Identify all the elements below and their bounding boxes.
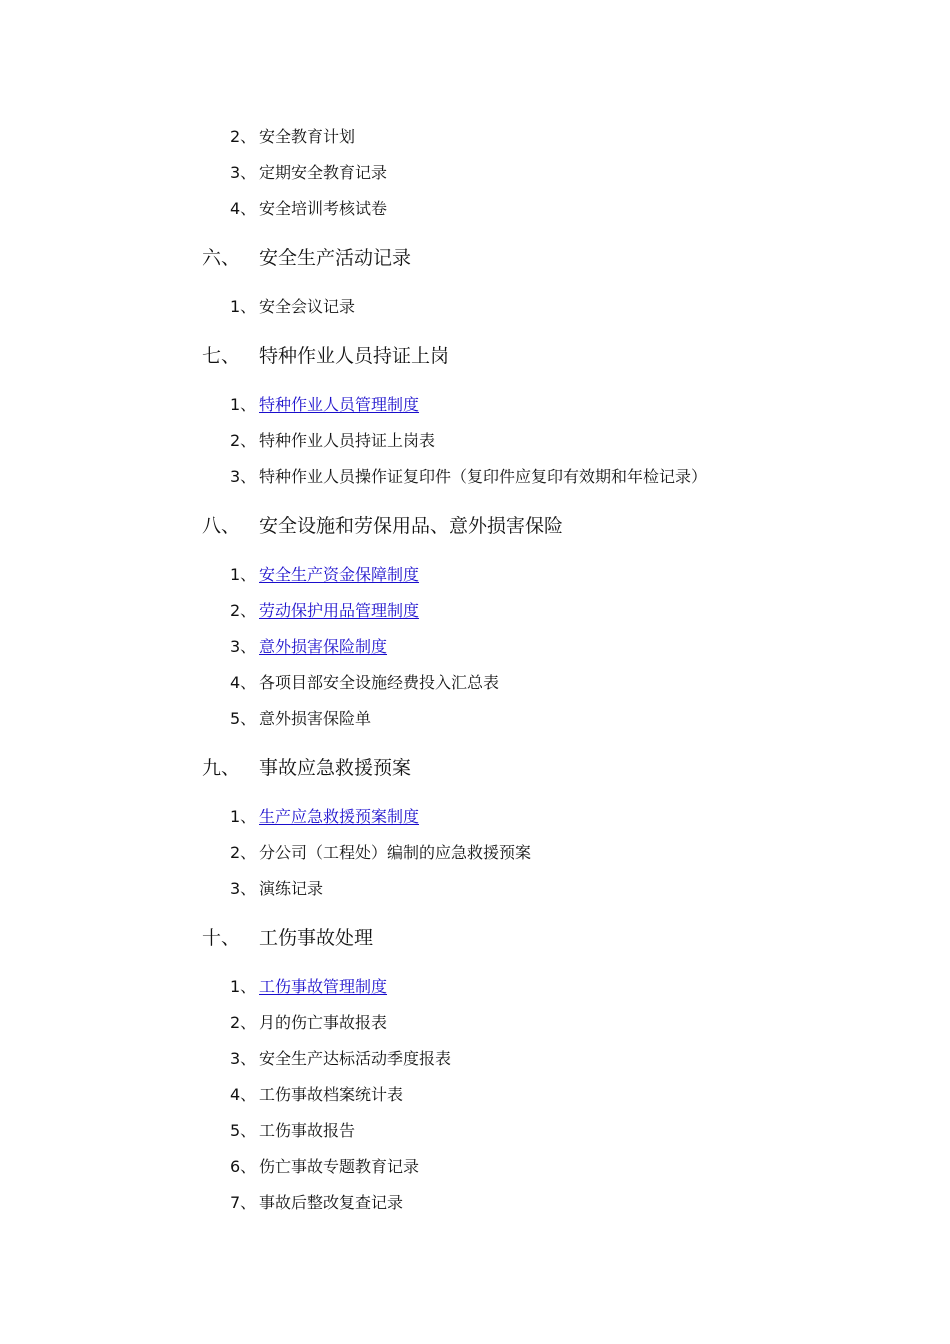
- section-title: 工伤事故处理: [259, 927, 374, 949]
- section-title: 安全生产活动记录: [259, 247, 412, 269]
- item-number: 4、: [230, 1085, 257, 1104]
- section-number: 九、: [202, 757, 241, 779]
- list-item: [230, 567, 419, 583]
- item-number: 5、: [230, 1121, 257, 1140]
- list-item: [230, 675, 499, 691]
- item-text: 意外损害保险单: [259, 709, 372, 728]
- item-number: 2、: [230, 1013, 257, 1032]
- item-number: 2、: [230, 843, 257, 862]
- list-item: [230, 129, 355, 145]
- item-text: 伤亡事故专题教育记录: [259, 1157, 420, 1176]
- section-number: 七、: [202, 345, 241, 367]
- list-item: [230, 1051, 451, 1067]
- list-item: [230, 639, 387, 655]
- item-number: 3、: [230, 637, 257, 656]
- item-number: 7、: [230, 1193, 257, 1212]
- list-item: [230, 711, 371, 727]
- section-title: 安全设施和劳保用品、意外损害保险: [259, 515, 564, 537]
- item-link[interactable]: 劳动保护用品管理制度: [259, 601, 420, 620]
- list-item: [230, 165, 387, 181]
- item-link[interactable]: 特种作业人员管理制度: [259, 395, 420, 414]
- item-number: 2、: [230, 601, 257, 620]
- item-text: 安全培训考核试卷: [259, 199, 388, 218]
- section-heading: [202, 347, 449, 366]
- item-number: 1、: [230, 807, 257, 826]
- item-number: 1、: [230, 395, 257, 414]
- item-text: 事故后整改复查记录: [259, 1193, 404, 1212]
- list-item: [230, 603, 419, 619]
- item-text: 分公司（工程处）编制的应急救援预案: [259, 843, 532, 862]
- item-link[interactable]: 安全生产资金保障制度: [259, 565, 420, 584]
- item-link[interactable]: 意外损害保险制度: [259, 637, 388, 656]
- list-item: [230, 201, 387, 217]
- item-number: 1、: [230, 565, 257, 584]
- item-text: 演练记录: [259, 879, 324, 898]
- item-number: 2、: [230, 431, 257, 450]
- list-item: [230, 881, 323, 897]
- list-item: [230, 979, 387, 995]
- item-number: 1、: [230, 297, 257, 316]
- section-number: 八、: [202, 515, 241, 537]
- section-number: 六、: [202, 247, 241, 269]
- item-text: 安全生产达标活动季度报表: [259, 1049, 452, 1068]
- item-text: 安全教育计划: [259, 127, 356, 146]
- list-item: [230, 469, 707, 485]
- item-text: 定期安全教育记录: [259, 163, 388, 182]
- item-number: 3、: [230, 163, 257, 182]
- item-number: 5、: [230, 709, 257, 728]
- item-text: 月的伤亡事故报表: [259, 1013, 388, 1032]
- item-text: 特种作业人员操作证复印件（复印件应复印有效期和年检记录）: [259, 467, 708, 486]
- section-heading: [202, 249, 411, 268]
- item-number: 4、: [230, 199, 257, 218]
- list-item: [230, 1195, 403, 1211]
- list-item: [230, 397, 419, 413]
- item-number: 2、: [230, 127, 257, 146]
- item-text: 安全会议记录: [259, 297, 356, 316]
- list-item: [230, 845, 531, 861]
- list-item: [230, 1159, 419, 1175]
- item-link[interactable]: 生产应急救援预案制度: [259, 807, 420, 826]
- list-item: [230, 809, 419, 825]
- section-number: 十、: [202, 927, 241, 949]
- item-number: 1、: [230, 977, 257, 996]
- item-text: 工伤事故报告: [259, 1121, 356, 1140]
- item-number: 3、: [230, 467, 257, 486]
- section-heading: [202, 517, 563, 536]
- list-item: [230, 1087, 403, 1103]
- list-item: [230, 1015, 387, 1031]
- section-title: 事故应急救援预案: [259, 757, 412, 779]
- item-link[interactable]: 工伤事故管理制度: [259, 977, 388, 996]
- item-number: 3、: [230, 879, 257, 898]
- item-number: 6、: [230, 1157, 257, 1176]
- list-item: [230, 299, 355, 315]
- item-number: 3、: [230, 1049, 257, 1068]
- item-text: 各项目部安全设施经费投入汇总表: [259, 673, 500, 692]
- item-text: 工伤事故档案统计表: [259, 1085, 404, 1104]
- section-heading: [202, 929, 373, 948]
- section-heading: [202, 759, 411, 778]
- section-title: 特种作业人员持证上岗: [259, 345, 450, 367]
- item-number: 4、: [230, 673, 257, 692]
- item-text: 特种作业人员持证上岗表: [259, 431, 436, 450]
- list-item: [230, 433, 435, 449]
- list-item: [230, 1123, 355, 1139]
